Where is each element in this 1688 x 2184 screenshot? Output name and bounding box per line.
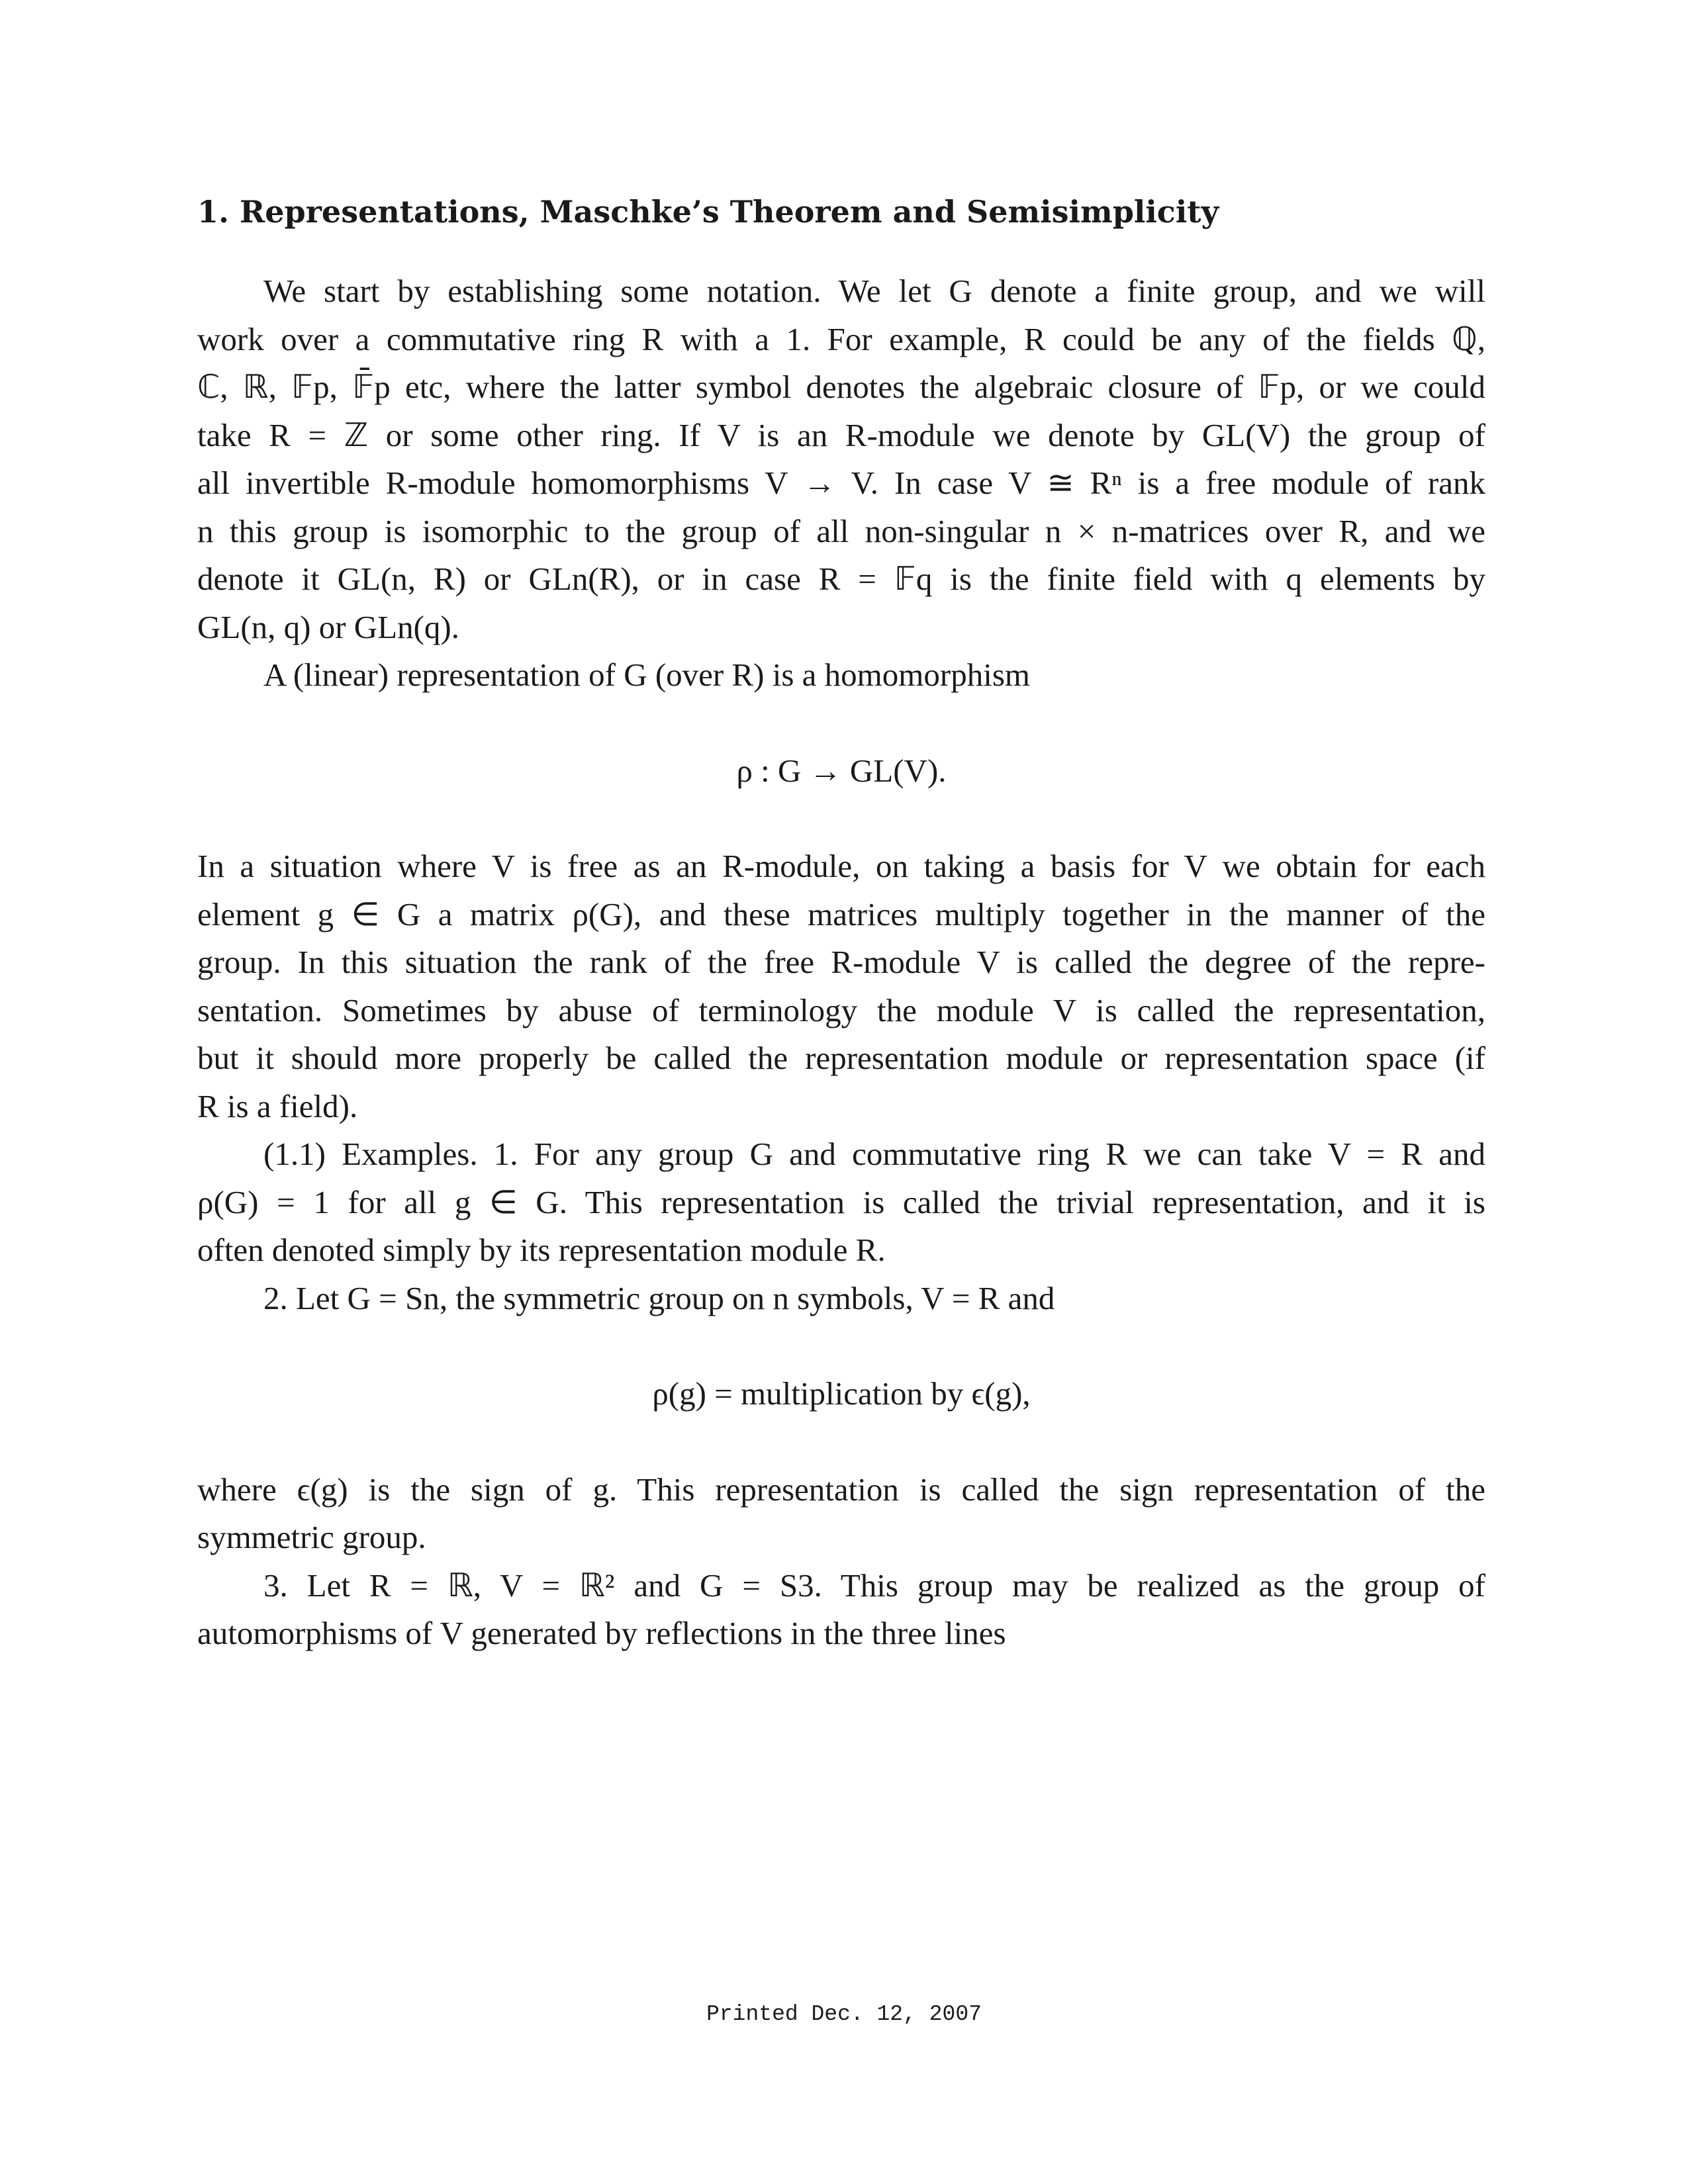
display-equation: ρ : G → GL(V).: [736, 752, 947, 789]
text-line: sentation. Sometimes by abuse of terminology the module V is called the representation,: [197, 991, 1485, 1028]
text-line: take R = ℤ or some other ring. If V is an R-module we denote by GL(V) the group of: [197, 416, 1485, 453]
text-line: 2. Let G = Sn, the symmetric group on n symbols, V = R and: [263, 1279, 1055, 1316]
page-footer: Printed Dec. 12, 2007: [706, 2002, 982, 2026]
text-line: automorphisms of V generated by reflections in the three lines: [197, 1615, 1006, 1651]
section-title: 1. Representations, Maschke’s Theorem and Semisimplicity: [197, 194, 1219, 230]
text-line: In a situation where V is free as an R-module, on taking a basis for V we obtain for each: [197, 848, 1485, 884]
text-line: GL(n, q) or GLn(q).: [197, 608, 459, 645]
text-line: all invertible R-module homomorphisms V → V. In case V ≅ Rⁿ is a free module of rank: [197, 465, 1485, 501]
text-line: group. In this situation the rank of the free R-module V is called the degree of the repre-: [197, 944, 1485, 980]
text-line: work over a commutative ring R with a 1. For example, R could be any of the fields ℚ,: [197, 320, 1485, 357]
text-line: symmetric group.: [197, 1519, 426, 1555]
text-line: n this group is isomorphic to the group of all non-singular n × n-matrices over R, and we: [197, 512, 1485, 549]
text-line: but it should more properly be called the representation module or representation space (if: [197, 1040, 1485, 1076]
text-line: R is a field).: [197, 1087, 358, 1124]
document-page: [197, 192, 1485, 1658]
text-line: ℂ, ℝ, 𝔽p, 𝔽̄p etc, where the latter symbol denotes the algebraic closure of 𝔽p, or we could: [197, 369, 1485, 405]
text-line: where ϵ(g) is the sign of g. This representation is called the sign representation of the: [197, 1471, 1485, 1508]
text-line: A (linear) representation of G (over R) is a homomorphism: [263, 657, 1031, 693]
text-line: (1.1) Examples. 1. For any group G and commutative ring R we can take V = R and: [263, 1136, 1485, 1172]
text-line: element g ∈ G a matrix ρ(G), and these matrices multiply together in the manner of the: [197, 895, 1485, 933]
text-line: ρ(G) = 1 for all g ∈ G. This representation is called the trivial representation, and it is: [197, 1183, 1485, 1220]
text-line: 3. Let R = ℝ, V = ℝ² and G = S3. This group may be realized as the group of: [263, 1567, 1485, 1604]
text-line: We start by establishing some notation. We let G denote a finite group, and we will: [263, 273, 1485, 309]
text-line: denote it GL(n, R) or GLn(R), or in case R = 𝔽q is the finite field with q elements by: [197, 561, 1485, 597]
text-line: often denoted simply by its representation module R.: [197, 1232, 886, 1268]
display-equation: ρ(g) = multiplication by ϵ(g),: [652, 1375, 1031, 1412]
